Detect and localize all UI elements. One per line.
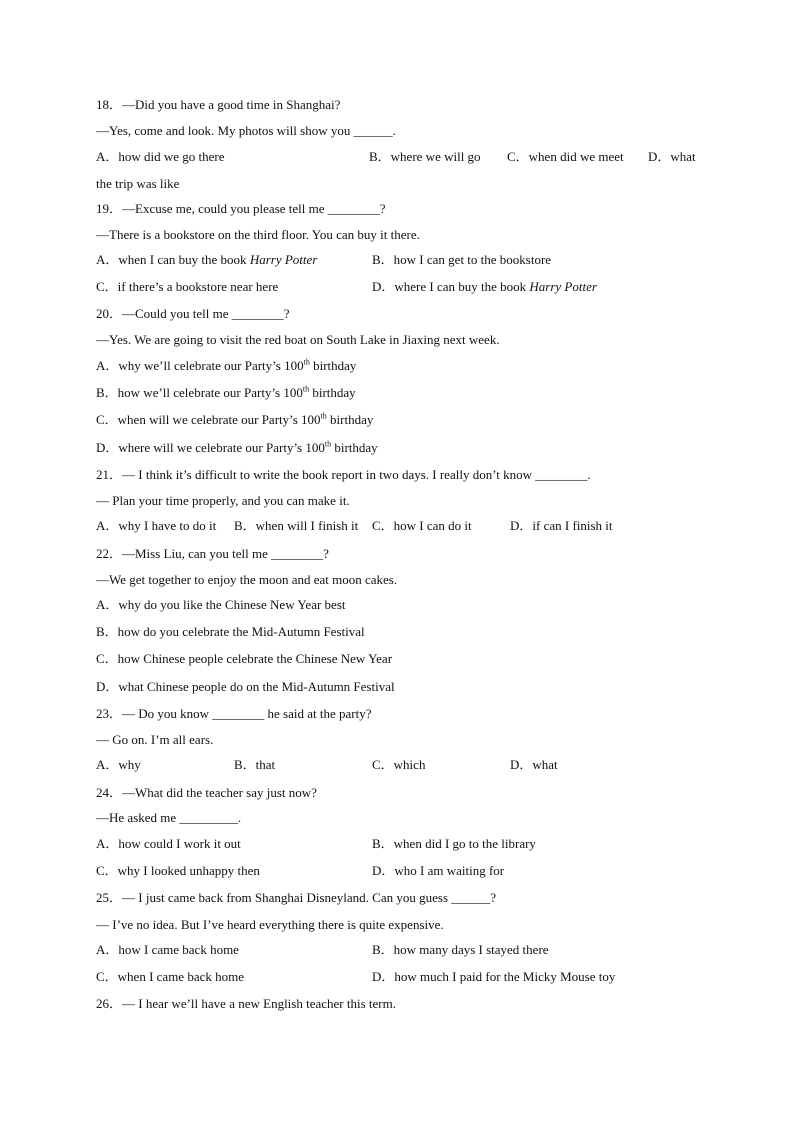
question-21-option-c: C．how I can do it xyxy=(372,518,472,533)
question-19-option-d xyxy=(372,279,597,295)
ordinal-suffix: th xyxy=(320,411,327,421)
question-19-option-a-book-title: Harry Potter xyxy=(249,252,318,267)
question-18-option-d: D．what xyxy=(648,149,696,164)
question-22-option-d: D．what Chinese people do on the Mid-Autumn Festival xyxy=(96,679,395,694)
question-24-option-b: B．when did I go to the library xyxy=(372,836,536,851)
question-21-stem: 21．— I think it’s difficult to write the book report in two days. I really don’t know ________. xyxy=(96,467,591,482)
question-25-stem: 25．— I just came back from Shanghai Disneyland. Can you guess ______? xyxy=(96,890,497,905)
question-18-option-a: A．how did we go there xyxy=(96,149,225,164)
question-20-option-a xyxy=(96,358,356,374)
question-20-option-b xyxy=(96,385,356,401)
question-20-option-b-text: B．how we’ll celebrate our Party’s 100 xyxy=(96,385,303,400)
question-19-option-d-text: D．where I can buy the book xyxy=(372,279,530,294)
question-24-reply: —He asked me _________. xyxy=(96,810,242,825)
question-20-option-d-text: D．where will we celebrate our Party’s 100 xyxy=(96,440,325,455)
question-23-option-a: A．why xyxy=(96,757,141,772)
question-20-option-a-tail: birthday xyxy=(309,358,357,373)
question-25-option-a: A．how I came back home xyxy=(96,942,239,957)
question-19-option-a xyxy=(96,252,317,268)
question-23-stem: 23．— Do you know ________ he said at the party? xyxy=(96,706,372,721)
question-18-stem: 18．—Did you have a good time in Shanghai? xyxy=(96,97,341,112)
question-20-option-c xyxy=(96,412,373,428)
question-20-option-b-tail: birthday xyxy=(309,385,356,400)
question-22-option-b: B．how do you celebrate the Mid-Autumn Festival xyxy=(96,624,365,639)
question-22-option-a: A．why do you like the Chinese New Year best xyxy=(96,597,346,612)
question-25-option-d: D．how much I paid for the Micky Mouse toy xyxy=(372,969,616,984)
question-18-option-d-continued: the trip was like xyxy=(96,176,180,191)
question-18-reply: —Yes, come and look. My photos will show you ______. xyxy=(96,123,396,138)
question-19-option-d-book-title: Harry Potter xyxy=(529,279,597,294)
question-22-option-c: C．how Chinese people celebrate the Chinese New Year xyxy=(96,651,393,666)
question-20-reply: —Yes. We are going to visit the red boat on South Lake in Jiaxing next week. xyxy=(96,332,500,347)
question-23-option-b: B．that xyxy=(234,757,276,772)
ordinal-suffix: th xyxy=(324,439,332,449)
question-22-reply: —We get together to enjoy the moon and eat moon cakes. xyxy=(96,572,398,587)
question-25-option-c: C．when I came back home xyxy=(96,969,245,984)
question-23-reply: — Go on. I’m all ears. xyxy=(96,732,214,747)
question-19-reply: —There is a bookstore on the third floor. You can buy it there. xyxy=(96,227,420,242)
question-18-option-c: C．when did we meet xyxy=(507,149,624,164)
question-24-stem: 24．—What did the teacher say just now? xyxy=(96,785,317,800)
question-21-option-a: A．why I have to do it xyxy=(96,518,217,533)
question-22-stem: 22．—Miss Liu, can you tell me ________? xyxy=(96,546,329,561)
question-19-option-c: C．if there’s a bookstore near here xyxy=(96,279,279,294)
question-19-option-b: B．how I can get to the bookstore xyxy=(372,252,552,267)
question-21-reply: — Plan your time properly, and you can make it. xyxy=(96,493,350,508)
ordinal-suffix: th xyxy=(302,384,310,394)
question-19-stem: 19．—Excuse me, could you please tell me ________? xyxy=(96,201,386,216)
question-25-option-b: B．how many days I stayed there xyxy=(372,942,549,957)
question-20-option-d xyxy=(96,440,378,456)
question-26-stem: 26．— I hear we’ll have a new English teacher this term. xyxy=(96,996,396,1011)
question-24-option-d: D．who I am waiting for xyxy=(372,863,505,878)
question-21-option-b: B．when will I finish it xyxy=(234,518,359,533)
question-19-option-a-text: A．when I can buy the book xyxy=(96,252,250,267)
question-20-stem: 20．—Could you tell me ________? xyxy=(96,306,290,321)
question-20-option-d-tail: birthday xyxy=(331,440,378,455)
ordinal-suffix: th xyxy=(303,357,310,367)
question-20-option-c-text: C．when will we celebrate our Party’s 100 xyxy=(96,412,321,427)
question-23-option-d: D．what xyxy=(510,757,558,772)
question-24-option-a: A．how could I work it out xyxy=(96,836,241,851)
question-23-option-c: C．which xyxy=(372,757,426,772)
question-20-option-c-tail: birthday xyxy=(326,412,374,427)
question-18-option-b: B．where we will go xyxy=(369,149,481,164)
question-20-option-a-text: A．why we’ll celebrate our Party’s 100 xyxy=(96,358,304,373)
question-24-option-c: C．why I looked unhappy then xyxy=(96,863,260,878)
question-21-option-d: D．if can I finish it xyxy=(510,518,613,533)
question-25-reply: — I’ve no idea. But I’ve heard everything there is quite expensive. xyxy=(96,917,444,932)
